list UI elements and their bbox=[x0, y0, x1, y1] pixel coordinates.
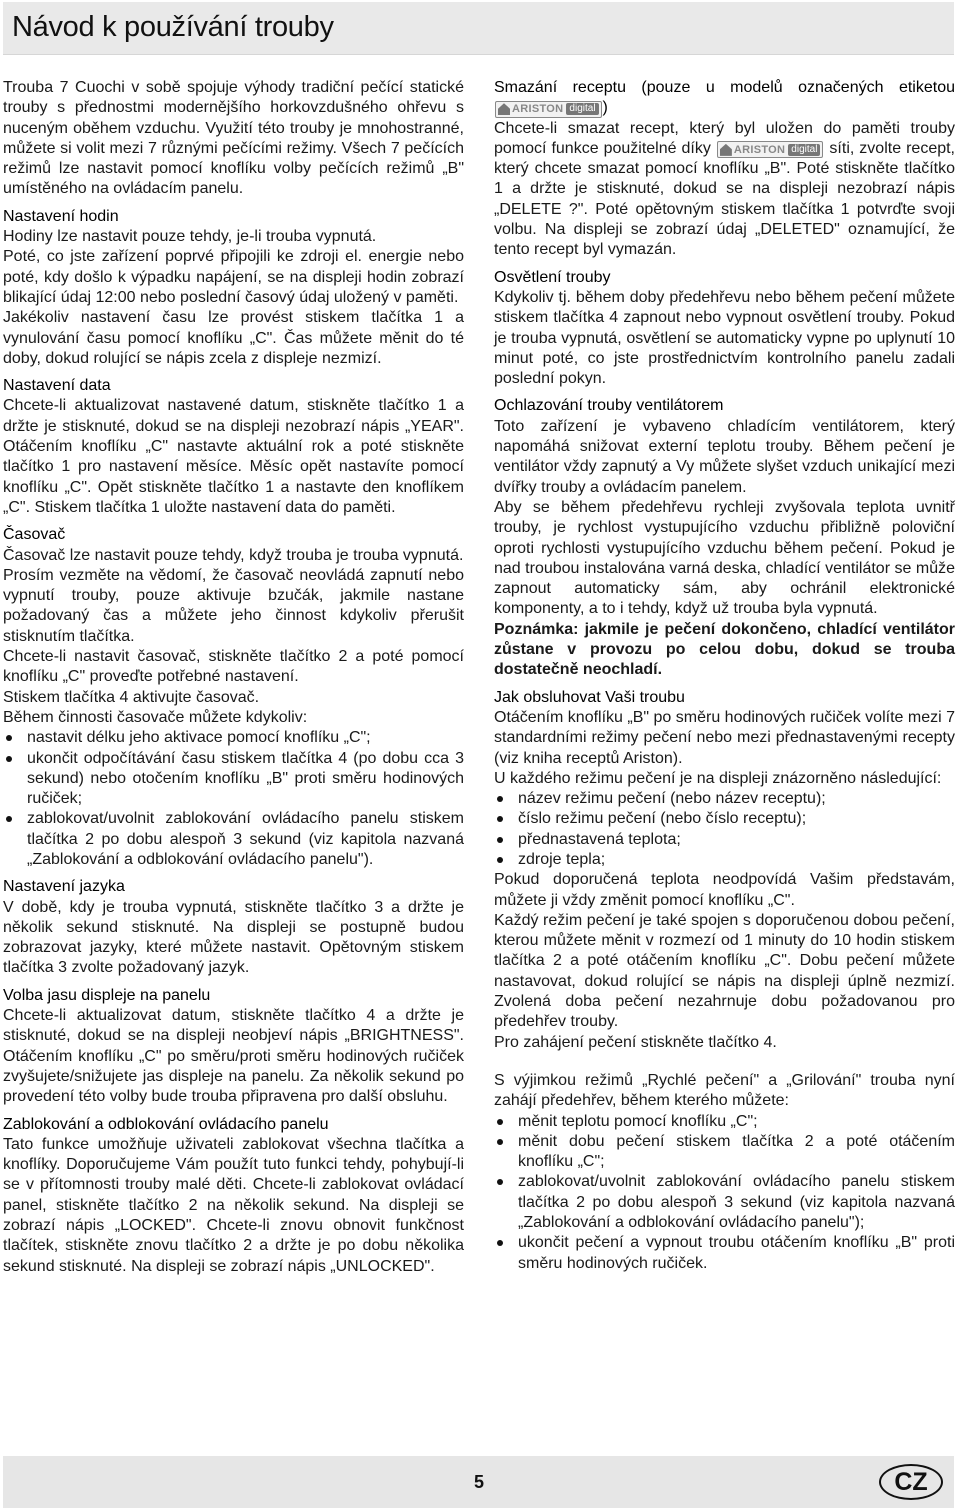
operate-paragraph-4: Každý režim pečení je také spojen s doporučenou dobou pečení, kterou můžete měnit v rozmezí od 1 minuty do 10 hodin stiskem tlačítka 2 a poté otáčením knoflíku „C". Dobu pečení můžete nastavovat, dokud rolující se nápis na displeji úplně nezmizí. Zvolená doba pečení nezahrnuje dobu požadovanou pro předehřev trouby. bbox=[494, 911, 955, 1031]
page-number: 5 bbox=[474, 1472, 485, 1492]
list-item: ukončit pečení a vypnout troubu otáčením knoflíku „B" proti směru hodinových ručiček. bbox=[494, 1233, 955, 1274]
operate-bullet-list bbox=[494, 789, 955, 870]
list-item: nastavit délku jeho aktivace pomocí knoflíku „C"; bbox=[3, 728, 464, 748]
list-item: měnit dobu pečení stiskem tlačítka 2 a poté otáčením knoflíku „C"; bbox=[494, 1132, 955, 1173]
left-column bbox=[3, 78, 464, 1277]
delete-paragraph-1 bbox=[494, 119, 955, 261]
clock-heading: Nastavení hodin bbox=[3, 207, 119, 225]
timer-paragraph-1: Časovač lze nastavit pouze tehdy, když trouba je trouba vypnutá. bbox=[3, 546, 464, 564]
timer-bullet-list bbox=[3, 728, 464, 870]
fan-heading: Ochlazování trouby ventilátorem bbox=[494, 397, 724, 415]
timer-paragraph-2: Prosím vezměte na vědomí, že časovač neovládá zapnutí nebo vypnutí trouby, pouze aktivuje bzučák, jakmile nastane požadovaný čas a můžete jeho činnost kdykoliv přerušit stisknutím tlačítka. bbox=[3, 566, 464, 645]
fan-note: Poznámka: jakmile je pečení dokončeno, chladící ventilátor zůstane v provozu po celou dobu, dokud se trouba dostatečně neochladí. bbox=[494, 620, 955, 679]
brightness-heading: Volba jasu displeje na panelu bbox=[3, 986, 211, 1004]
list-item: zdroje tepla; bbox=[494, 850, 955, 870]
language-code-badge: CZ bbox=[879, 1464, 943, 1500]
brightness-paragraph-1: Chcete-li aktualizovat datum, stiskněte tlačítko 4 a držte je stisknuté, dokud se na displeji neobjeví nápis „BRIGHTNESS". Otáčením knoflíku „C" po směru/proti směru hodinových ručiček zvyšujete/snižujete jas displeje na panelu. Za několik sekund po provedení této volby bude trouba připravena pro další obsluhu. bbox=[3, 1007, 464, 1106]
list-item: název režimu pečení (nebo název receptu); bbox=[494, 789, 955, 809]
timer-paragraph-3: Chcete-li nastavit časovač, stiskněte tlačítko 2 a poté pomocí knoflíku „C" proveďte potřebné nastavení. bbox=[3, 648, 464, 686]
right-column bbox=[494, 78, 955, 1274]
lock-paragraph-1: Tato funkce umožňuje uživateli zablokovat všechna tlačítka a knoflíky. Doporučujeme Vám použít tuto funkci tehdy, pohybují-li se v přítomnosti trouby malé děti. Chcete-li zablokovat ovládací panel, stiskněte tlačítko 2 na několik sekund. Na displeji se zobrazí nápis „LOCKED". Chcete-li znovu obnovit funkčnost tlačítek, stiskněte znovu tlačítko 2 a držte je po dobu několika sekund stisknuté. Na displeji se zobrazí nápis „UNLOCKED". bbox=[3, 1135, 464, 1275]
date-paragraph-1: Chcete-li aktualizovat nastavené datum, stiskněte tlačítko 1 a držte je stisknuté, dokud se na displeji nezobrazí nápis „YEAR". Otáčením knoflíku „C" nastavte aktuální rok a poté stiskněte tlačítko 1 pro nastavení měsíce. Měsíc opět nastavíte pomocí knoflíku „C". Opět stiskněte tlačítko 1 a nastavte den knoflíkem „C". Stiskem tlačítka 1 uložte nastavení data do paměti. bbox=[3, 397, 464, 516]
list-item: zablokovat/uvolnit zablokování ovládacího panelu stiskem tlačítka 2 po dobu alespoň 3 sekund (viz kapitola nazvaná „Zablokování a odblokování ovládacího panelu"); bbox=[494, 1172, 955, 1233]
light-paragraph-1: Kdykoliv tj. během doby předehřevu nebo během pečení můžete stiskem tlačítka 4 zapnout nebo vypnout osvětlení trouby. Pokud je trouba vypnutá, osvětlení se automaticky vypne po uplynutí 10 minut poté, co jste prostřednictvím kontrolního panelu zadali poslední pokyn. bbox=[494, 288, 955, 388]
except-paragraph-1: S výjimkou režimů „Rychlé pečení" a „Grilování" trouba nyní zahájí předehřev, během kterého můžete: bbox=[494, 1071, 955, 1110]
except-bullet-list bbox=[494, 1112, 955, 1274]
logo-tag: digital bbox=[566, 103, 598, 115]
list-item: číslo režimu pečení (nebo číslo receptu); bbox=[494, 809, 955, 829]
delete-heading bbox=[494, 78, 955, 119]
intro-paragraph: Trouba 7 Cuochi v sobě spojuje výhody tradiční pečící statické trouby s přednostmi modernějšího horkovzdušného ohřevu s nuceným oběhem vzduchu. Využití této trouby je mnohostranné, můžete si volit mezi 7 různými pečícími režimy. Všech 7 pečících režimů lze nastavit pomocí knoflíku volby pečících režimů „B" umístěného na ovládacím panelu. bbox=[3, 79, 464, 198]
language-paragraph-1: V době, kdy je trouba vypnutá, stiskněte tlačítko 3 a držte je několik sekund stisknuté. Na displeji se postupně budou zobrazovat jazyky, které můžete nastavit. Opětovným stiskem tlačítka 3 zvolte požadovaný jazyk. bbox=[3, 898, 464, 977]
logo-brand: ARISTON bbox=[512, 103, 564, 116]
list-item: ukončit odpočítávání času stiskem tlačítka 4 (po dobu cca 3 sekund) nebo otočením knoflíku „B" proti směru hodinových ručiček; bbox=[3, 749, 464, 810]
clock-paragraph-1: Hodiny lze nastavit pouze tehdy, je-li trouba vypnutá. bbox=[3, 228, 377, 246]
logo-brand: ARISTON bbox=[733, 143, 786, 156]
logo-tag: digital bbox=[788, 144, 820, 156]
timer-heading: Časovač bbox=[3, 526, 66, 544]
page-footer bbox=[3, 1456, 954, 1508]
ariston-digital-logo bbox=[495, 101, 602, 118]
operate-paragraph-1: Otáčením knoflíku „B" po směru hodinových ručiček volíte mezi 7 standardními režimy pečení nebo mezi přednastavenými recepty (viz kniha receptů Ariston). bbox=[494, 708, 955, 767]
delete-heading-text: Smazání receptu (pouze u modelů označených etiketou bbox=[494, 79, 955, 96]
language-heading: Nastavení jazyka bbox=[3, 878, 125, 896]
clock-paragraph-3: Jakékoliv nastavení času lze provést stiskem tlačítka 1 a vynulování času pomocí knoflíku „C". Čas můžete měnit do té doby, dokud rolující se nápis zcela z displeje nezmizí. bbox=[3, 309, 464, 367]
operate-paragraph-5: Pro zahájení pečení stiskněte tlačítko 4. bbox=[494, 1033, 777, 1051]
page-header bbox=[3, 2, 954, 55]
clock-paragraph-2: Poté, co jste zařízení poprvé připojili ke zdroji el. energie nebo poté, kdy došlo k výpadku napájení, se na displeji hodin zobrazí blikající údaj 12:00 nebo poslední časový údaj uložený v paměti. bbox=[3, 248, 464, 306]
house-icon bbox=[498, 103, 510, 115]
ariston-digital-logo bbox=[717, 141, 824, 158]
delete-text-b: síti, zvolte recept, který chcete smazat pomocí knoflíku „B". Poté stiskněte tlačítko 1 a držte je stisknuté, dokud se na displeji nezobrazí nápis „DELETE ?". Poté opětovným stiskem tlačítka 1 potvrďte svoji volbu. Na displeji se zobrazí údaj „DELETED" oznamující, že tento recept byl vymazán. bbox=[494, 139, 956, 259]
timer-paragraph-4: Stiskem tlačítka 4 aktivujte časovač. bbox=[3, 688, 260, 706]
list-item: přednastavená teplota; bbox=[494, 830, 955, 850]
delete-text-a: Chcete-li smazat recept, který byl uložen do paměti trouby pomocí funkce použitelné díky bbox=[494, 119, 955, 157]
list-item: zablokovat/uvolnit zablokování ovládacího panelu stiskem tlačítka 2 po dobu alespoň 3 sekund (viz kapitola nazvaná „Zablokování a odblokování ovládacího panelu"). bbox=[3, 809, 464, 870]
house-icon bbox=[720, 144, 732, 156]
timer-paragraph-5: Během činnosti časovače můžete kdykoliv: bbox=[3, 708, 308, 726]
lock-heading: Zablokování a odblokování ovládacího panelu bbox=[3, 1115, 329, 1133]
operate-heading: Jak obsluhovat Vaši troubu bbox=[494, 688, 685, 706]
fan-paragraph-2: Aby se během předehřevu rychleji zvyšovala teplota uvnitř trouby, je rychlost vystupujícího vzduchu přibližně poloviční oproti rychlosti vystupujícího vzduchu během pečení. Pokud je nad troubou instalována varná deska, chladící ventilátor se může zapnout automaticky sám, aby ochránil elektronické komponenty, a to i tehdy, když už trouba byla vypnutá. bbox=[494, 498, 955, 618]
light-heading: Osvětlení trouby bbox=[494, 268, 611, 286]
operate-paragraph-2: U každého režimu pečení je na displeji znázorněno následující: bbox=[494, 769, 942, 787]
operate-paragraph-3: Pokud doporučená teplota neodpovídá Vašim představám, můžete ji vždy změnit pomocí knoflíku „C". bbox=[494, 871, 955, 909]
fan-paragraph-1: Toto zařízení je vybaveno chladícím ventilátorem, který napomáhá snižovat externí teplotu trouby. Během pečení je ventilátor vždy zapnutý a Vy můžete slyšet vzduch unikající mezi dvířky trouby a ovládacím panelem. bbox=[494, 417, 955, 496]
list-item: měnit teplotu pomocí knoflíku „C"; bbox=[494, 1112, 955, 1132]
page-title: Návod k používání trouby bbox=[12, 11, 334, 43]
delete-heading-end: ) bbox=[602, 99, 608, 117]
date-heading: Nastavení data bbox=[3, 377, 111, 395]
